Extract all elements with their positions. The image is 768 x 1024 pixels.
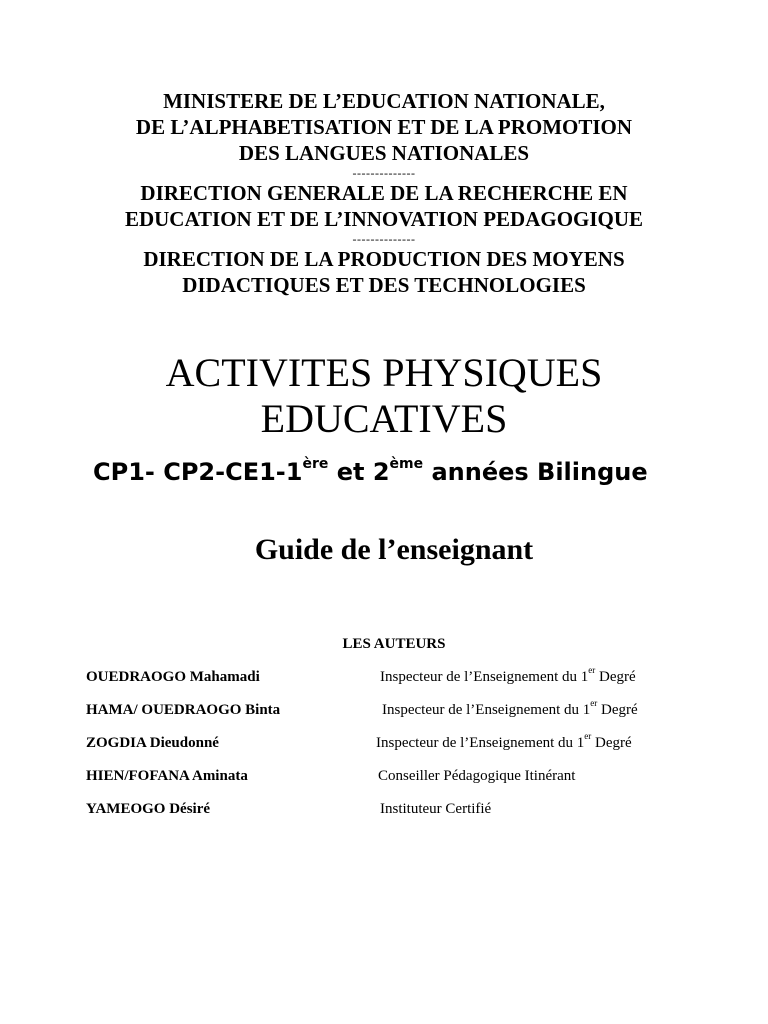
document-title-line-1: ACTIVITES PHYSIQUES — [165, 350, 603, 395]
levels-superscript-2: ème — [389, 456, 424, 472]
document-title-line-2: EDUCATIVES — [260, 396, 508, 441]
author-role-superscript: er — [584, 731, 592, 741]
directorate-line-2: DIDACTIQUES ET DES TECHNOLOGIES — [182, 273, 586, 297]
author-row — [0, 765, 768, 787]
class-levels-subtitle — [93, 452, 648, 492]
ministry-header — [0, 88, 768, 298]
levels-superscript-1: ère — [302, 456, 329, 472]
ministry-name-line-3: DES LANGUES NATIONALES — [238, 141, 530, 165]
author-role-text: Inspecteur de l’Enseignement du 1 — [380, 669, 589, 685]
author-role-superscript: er — [590, 698, 598, 708]
guide-title: Guide de l’enseignant — [254, 533, 534, 566]
author-row — [0, 699, 768, 721]
author-role-text: Inspecteur de l’Enseignement du 1 — [376, 735, 585, 751]
author-row — [0, 666, 768, 688]
directorate-general-line-2: EDUCATION ET DE L’INNOVATION PEDAGOGIQUE — [124, 207, 644, 231]
author-name: HAMA/ OUEDRAOGO Binta — [86, 702, 281, 718]
author-role-end: Degré — [597, 702, 638, 718]
author-role — [382, 699, 638, 721]
author-role-end: Degré — [591, 735, 632, 751]
author-name: ZOGDIA Dieudonné — [86, 735, 219, 751]
directorate-general-line-1: DIRECTION GENERALE DE LA RECHERCHE EN — [140, 181, 628, 205]
author-name: OUEDRAOGO Mahamadi — [86, 669, 260, 685]
author-row — [0, 798, 768, 820]
author-role — [380, 666, 636, 688]
author-role-text: Inspecteur de l’Enseignement du 1 — [382, 702, 591, 718]
author-name: YAMEOGO Désiré — [86, 801, 211, 817]
author-role — [376, 732, 632, 754]
levels-text-3: années Bilingue — [423, 458, 648, 486]
author-role — [378, 765, 575, 787]
author-role-end: Degré — [595, 669, 636, 685]
ministry-name-line-2: DE L’ALPHABETISATION ET DE LA PROMOTION — [135, 115, 633, 139]
directorate-line-1: DIRECTION DE LA PRODUCTION DES MOYENS — [143, 247, 625, 271]
author-role — [380, 798, 491, 820]
document-title — [0, 350, 768, 442]
levels-text-1: CP1- CP2-CE1-1 — [93, 458, 303, 486]
author-role-text: Instituteur Certifié — [380, 801, 492, 817]
header-separator: -------------- — [352, 166, 416, 180]
author-role-superscript: er — [588, 665, 596, 675]
author-name: HIEN/FOFANA Aminata — [86, 768, 248, 784]
levels-text-2: et 2 — [328, 458, 390, 486]
header-separator: -------------- — [352, 232, 416, 246]
author-row — [0, 732, 768, 754]
authors-heading: LES AUTEURS — [342, 636, 446, 652]
author-role-text: Conseiller Pédagogique Itinérant — [378, 768, 576, 784]
ministry-name-line-1: MINISTERE DE L’EDUCATION NATIONALE, — [163, 89, 605, 113]
